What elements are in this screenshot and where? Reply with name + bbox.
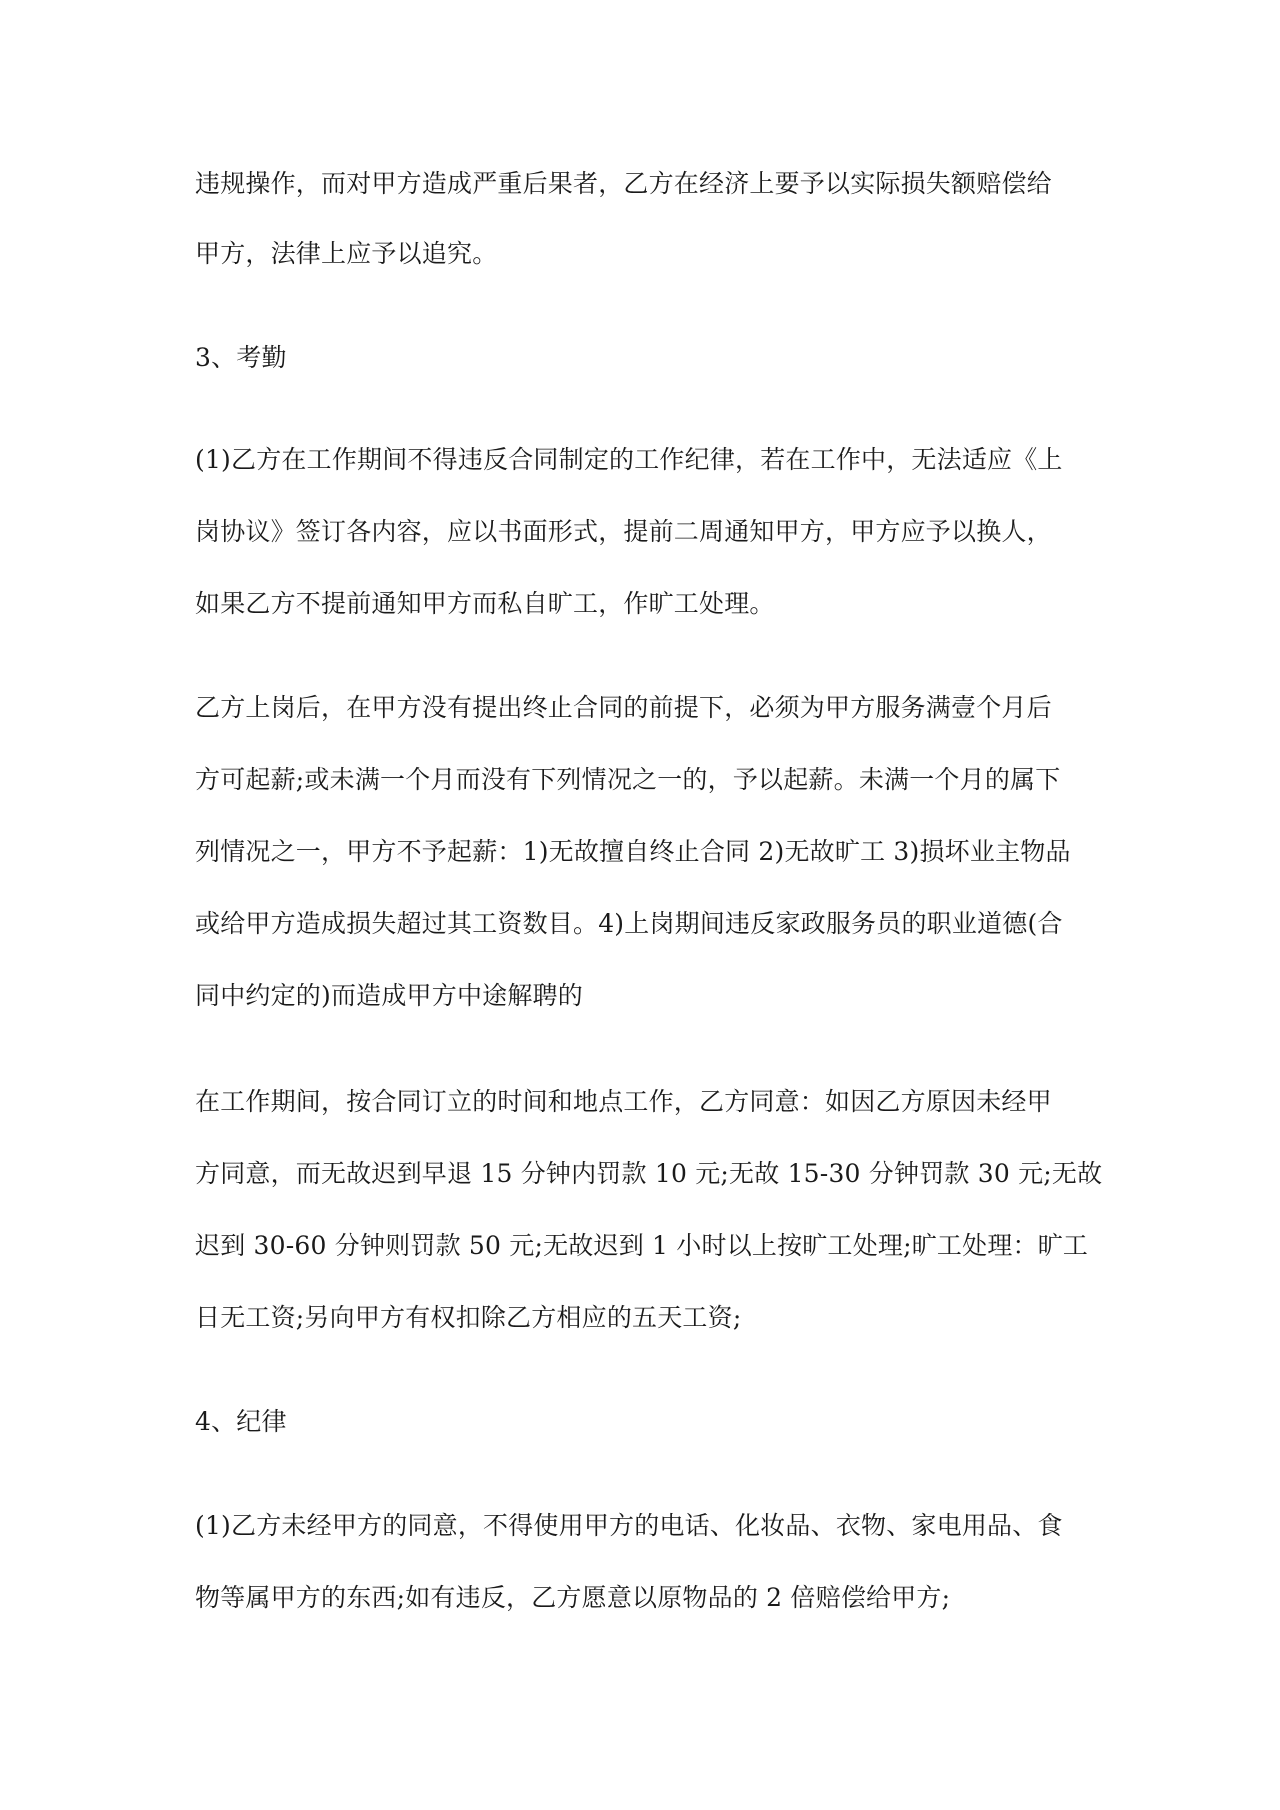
text-line-2: 甲方，法律上应予以追究。 (195, 239, 498, 268)
text-line-10: 或给甲方造成损失超过其工资数目。4)上岗期间违反家政服务员的职业道德(合 (195, 909, 1063, 938)
text-line-7: 乙方上岗后，在甲方没有提出终止合同的前提下，必须为甲方服务满壹个月后 (195, 693, 1052, 722)
text-line-17: (1)乙方未经甲方的同意，不得使用甲方的电话、化妆品、衣物、家电用品、食 (195, 1511, 1063, 1540)
text-line-14: 迟到 30-60 分钟则罚款 50 元;无故迟到 1 小时以上按旷工处理;旷工处理：旷工 (195, 1231, 1089, 1260)
text-line-15: 日无工资;另向甲方有权扣除乙方相应的五天工资; (195, 1303, 742, 1332)
text-line-18: 物等属甲方的东西;如有违反，乙方愿意以原物品的 2 倍赔偿给甲方; (195, 1583, 951, 1612)
text-line-13: 方同意，而无故迟到早退 15 分钟内罚款 10 元;无故 15-30 分钟罚款 30 元;无故 (195, 1159, 1103, 1188)
text-line-11: 同中约定的)而造成甲方中途解聘的 (195, 981, 583, 1010)
section-heading-discipline: 4、纪律 (195, 1407, 287, 1436)
text-line-6: 如果乙方不提前通知甲方而私自旷工，作旷工处理。 (195, 589, 775, 618)
text-line-9: 列情况之一，甲方不予起薪：1)无故擅自终止合同 2)无故旷工 3)损坏业主物品 (195, 837, 1071, 866)
section-heading-attendance: 3、考勤 (195, 343, 287, 372)
text-line-12: 在工作期间，按合同订立的时间和地点工作，乙方同意：如因乙方原因未经甲 (195, 1087, 1052, 1116)
text-line-8: 方可起薪;或未满一个月而没有下列情况之一的，予以起薪。未满一个月的属下 (195, 765, 1061, 794)
text-line-5: 岗协议》签订各内容，应以书面形式，提前二周通知甲方，甲方应予以换人， (195, 517, 1052, 546)
text-line-1: 违规操作，而对甲方造成严重后果者，乙方在经济上要予以实际损失额赔偿给 (195, 169, 1052, 198)
text-line-4: (1)乙方在工作期间不得违反合同制定的工作纪律，若在工作中，无法适应《上 (195, 445, 1063, 474)
